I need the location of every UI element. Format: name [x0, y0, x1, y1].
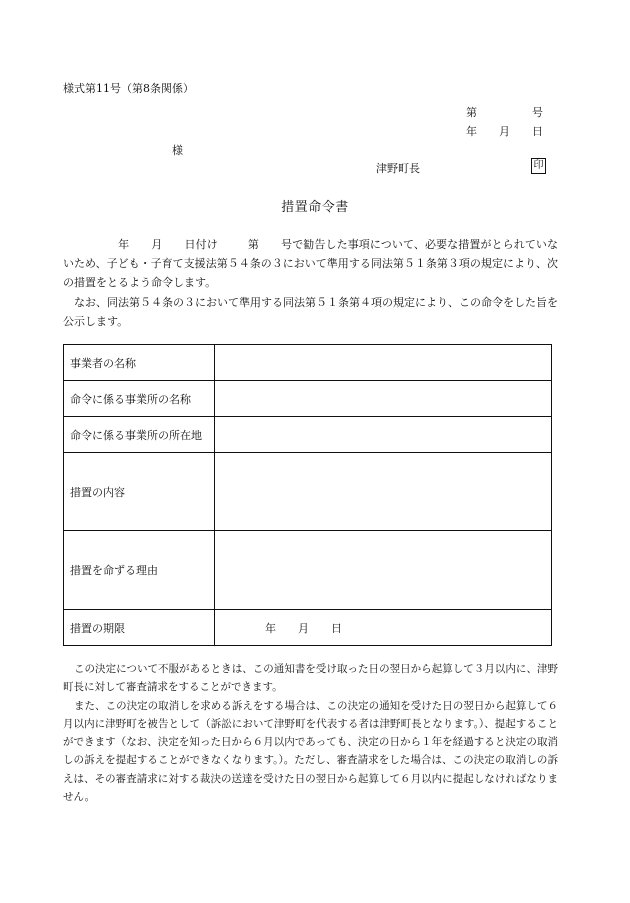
document-number-suffix: 号 — [532, 106, 543, 119]
intro-paragraph-2: なお、同法第５４条の３において準用する同法第５１条第４項の規定により、この命令をした旨を公示します。 — [63, 295, 558, 328]
form-number: 様式第11号（第8条関係） — [63, 82, 194, 95]
order-details-table — [63, 344, 552, 646]
row-value-field[interactable] — [215, 345, 552, 381]
table-row — [64, 381, 552, 417]
deadline-label: 措置の期限 — [64, 610, 215, 646]
deadline-field[interactable] — [215, 610, 552, 646]
row-value-field[interactable] — [215, 453, 552, 531]
table-row — [64, 610, 552, 646]
table-row — [64, 531, 552, 610]
date-day: 日 — [532, 125, 543, 138]
notice-paragraph-1: この決定について不服があるときは、この通知書を受け取った日の翌日から起算して３月以内に、津野町長に対して審査請求をすることができます。 — [63, 663, 558, 694]
deadline-day: 日 — [331, 621, 342, 635]
row-label: 命令に係る事業所の所在地 — [64, 417, 215, 453]
deadline-year: 年 — [265, 621, 276, 635]
row-label: 措置を命ずる理由 — [64, 531, 215, 610]
addressee: 様 — [172, 144, 183, 157]
intro-paragraph-1: 年 月 日付け 第 号で勧告した事項について、必要な措置がとられていないため、子ども・子育て支援法第５４条の３において準用する同法第５１条第３項の規定により、次の措置をとるよう命令します。 — [63, 238, 559, 290]
table-row — [64, 417, 552, 453]
row-label: 命令に係る事業所の名称 — [64, 381, 215, 417]
table-row — [64, 453, 552, 531]
intro-text — [63, 235, 558, 331]
seal-mark: 印 — [531, 158, 546, 174]
deadline-month: 月 — [298, 621, 309, 635]
notice-paragraph-2: また、この決定の取消しを求める訴えをする場合は、この決定の通知を受けた日の翌日から起算して６月以内に津野町を被告として（訴訟において津野町を代表する者は津野町長となります。）、提起することができます（なお、決定を知った日から６月以内であっても、決定の日から１年を経過すると決定の取消しの訴えを提起することができなくなります。）。ただし、審査請求をした場合は、この決定の取消しの訴えは、その審査請求に対する裁決の送達を受けた日の翌日から起算して６月以内に提起しなければなりません。 — [63, 699, 558, 804]
issuer: 津野町長 — [376, 162, 420, 175]
document-date — [466, 123, 543, 139]
appeal-notice — [63, 660, 558, 806]
document-number-label: 第 — [466, 106, 477, 119]
table-row — [64, 345, 552, 381]
date-month: 月 — [499, 125, 510, 138]
row-value-field[interactable] — [215, 381, 552, 417]
document-title: 措置命令書 — [281, 200, 349, 215]
row-value-field[interactable] — [215, 417, 552, 453]
date-year: 年 — [466, 125, 477, 138]
row-label: 事業者の名称 — [64, 345, 215, 381]
row-value-field[interactable] — [215, 531, 552, 610]
row-label: 措置の内容 — [64, 453, 215, 531]
document-number — [466, 104, 543, 120]
